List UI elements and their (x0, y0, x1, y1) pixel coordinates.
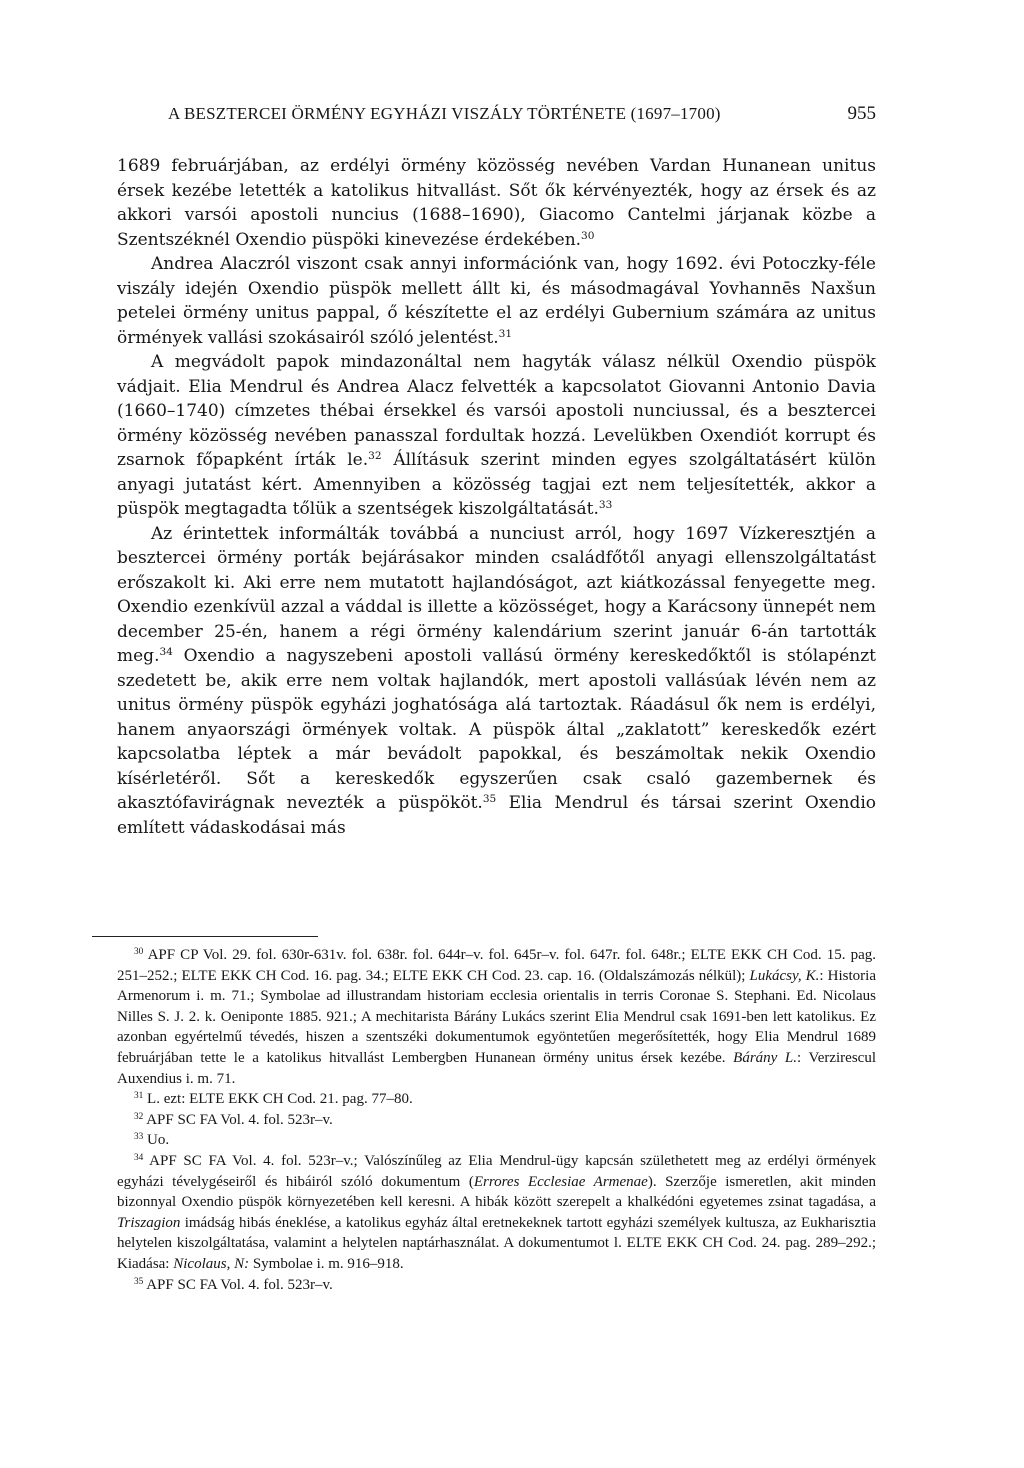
footnote-number: 32 (134, 1111, 144, 1122)
footnote-number: 35 (134, 1276, 144, 1287)
author-name: Lukácsy, K. (749, 967, 820, 984)
footnote-text: Uo. (143, 1132, 170, 1149)
footnote-ref-32[interactable]: 32 (368, 450, 382, 463)
footnote-33 (117, 1130, 876, 1151)
footnote-number: 34 (134, 1152, 144, 1163)
author-name: Nicolaus, N: (173, 1255, 250, 1272)
footnote-text: imádság hibás éneklése, a katolikus egyház által eretnekeknek tartott egyházi személyek kultusza, az Eukharisztia helytelen kiszolgáltatása, valamint a helytelen naptárhasználat. A dokumentumot l. ELTE EKK CH Cod. 24. pag. 289–292.; Kiadása: (117, 1214, 876, 1272)
paragraph-2 (117, 252, 876, 350)
footnote-text: APF SC FA Vol. 4. fol. 523r–v. (143, 1276, 333, 1293)
author-name: Bárány L. (733, 1049, 798, 1066)
footnote-32 (117, 1110, 876, 1131)
running-title: A BESZTERCEI ÖRMÉNY EGYHÁZI VISZÁLY TÖRTÉNETE (1697–1700) (168, 104, 721, 123)
paragraph-2-text: Andrea Alaczról viszont csak annyi információnk van, hogy 1692. évi Potoczky-féle viszály idején Oxendio püspök mellett állt ki, és másodmagával Yovhannēs Naxšun petelei örmény unitus pappal, ő készítette el az erdélyi Gubernium számára az unitus örmények vallási szokásairól szóló jelentést. (117, 254, 876, 348)
paragraph-3-text-b: Állításuk szerint minden egyes szolgáltatásért külön anyagi jutatást kért. Amennyiben a közösség tagjai ezt nem teljesítették, akkor a püspök megtagadta tőlük a szentségek kiszolgáltatását. (117, 450, 876, 519)
footnote-number: 31 (134, 1091, 144, 1102)
footnote-text: APF SC FA Vol. 4. fol. 523r–v. (143, 1111, 333, 1128)
main-text (117, 154, 876, 840)
footnote-text: ). Szerzője ismeretlen, akit minden bizonnyal Oxendio püspök környezetében kell keresni. A hibák között szerepelt a khalkédóni egyetemes zsinat tagadása, a (117, 1173, 877, 1211)
paragraph-3-text-a: A megvádolt papok mindazonáltal nem hagyták válasz nélkül Oxendio püspök vádjait. Elia Mendrul és Andrea Alacz felvették a kapcsolatot Giovanni Antonio Davia (1660–1740) címzetes thébai érsekkel és varsói apostoli nunciussal, és a besztercei örmény közösség nevében panasszal fordultak hozzá. Levelükben Oxendiót korrupt és zsarnok főpapként írták le. (117, 352, 876, 470)
paragraph-4-text-c: Elia Mendrul és társai szerint Oxendio említett vádaskodásai más (117, 793, 877, 838)
footnote-separator (92, 936, 318, 937)
footnote-ref-34[interactable]: 34 (159, 646, 173, 659)
paragraph-3 (117, 350, 876, 522)
footnote-35 (117, 1275, 876, 1296)
footnote-ref-30[interactable]: 30 (581, 229, 595, 242)
page-number: 955 (847, 103, 876, 124)
footnote-31 (117, 1089, 876, 1110)
footnote-text: APF CP Vol. 29. fol. 630r-631v. fol. 638r. fol. 644r–v. fol. 645r–v. fol. 647r. fol. 648r.; ELTE EKK CH Cod. 15. pag. 251–252.; ELTE EKK CH Cod. 16. pag. 34.; ELTE EKK CH Cod. 23. cap. 16. (Oldalszámozás nélkül); (117, 947, 876, 984)
prayer-name: Triszagion (117, 1214, 181, 1231)
paragraph-4-text-b: Oxendio a nagyszebeni apostoli vallású örmény kereskedőktől is stólapénzt szedetett be, akik erre nem voltak hajlandók, mert apostoli vallásúak lévén nem az unitus örmény püspök egyházi joghatósága alá tartoztak. Ráadásul ők nem is erdélyi, hanem anyaországi örmények voltak. A püspök által „zaklatott” kereskedők ezért kapcsolatba léptek a már bevádolt papokkal, és beszámoltak nekik Oxendio kísérletéről. Sőt a kereskedők egyszerűen csak csaló gazembernek és akasztófavirágnak nevezték a püspököt. (117, 646, 876, 813)
footnote-ref-33[interactable]: 33 (598, 499, 613, 512)
footnote-30 (117, 945, 876, 1089)
document-title: Errores Ecclesiae Armenae (473, 1173, 648, 1190)
footnote-text: : Historia Armenorum i. m. 71.; Symbolae ad illustrandam historiam ecclesia orientalis in terris Coronae S. Stephani. Ed. Nicolaus Nilles S. J. 2. k. Oeniponte 1885. 921.; A mechitarista Bárány Lukács szerint Elia Mendrul csak 1691-ben lett katolikus. Ez azonban egyértelmű tévedés, hiszen a szentszéki dokumentumok egyöntetűen megerősítették, hogy Elia Mendrul 1689 februárjában tette le a katolikus hitvallást Lembergben Hunanean örmény unitus érsek kezébe. (117, 967, 876, 1066)
running-header (168, 97, 876, 131)
footnotes (117, 945, 876, 1295)
footnote-ref-31[interactable]: 31 (498, 327, 513, 340)
footnote-text: APF SC FA Vol. 4. fol. 523r–v.; Valószínűleg az Elia Mendrul-ügy kapcsán születhetett meg az erdélyi örmények egyházi tévelygéseiről és hibáiról szóló dokumentum ( (117, 1152, 876, 1190)
footnote-text: L. ezt: ELTE EKK CH Cod. 21. pag. 77–80. (143, 1091, 413, 1108)
footnote-text: : Verzirescul Auxendius i. m. 71. (117, 1049, 876, 1087)
footnote-number: 33 (134, 1132, 144, 1143)
paragraph-4-text-a: Az érintettek informálták továbbá a nunciust arról, hogy 1697 Vízkeresztjén a besztercei örmény porták bejárásakor minden családfőtől anyagi ellenszolgáltatást erőszakolt ki. Aki erre nem mutatott hajlandóságot, azt kiátkozással fenyegette meg. Oxendio ezenkívül azzal a váddal is illette a közösséget, hogy a Karácsony ünnepét nem december 25-én, hanem a régi örmény kalendárium szerint január 6-án tartották meg. (117, 523, 876, 666)
footnote-34 (117, 1151, 876, 1275)
footnote-number: 30 (134, 946, 144, 957)
paragraph-1-text: 1689 februárjában, az erdélyi örmény közösség nevében Vardan Hunanean unitus érsek kezébe letették a katolikus hitvallást. Sőt ők kérvényezték, hogy az érsek és az akkori varsói apostoli nuncius (1688–1690), Giacomo Cantelmi járjanak közbe a Szentszéknél Oxendio püspöki kinevezése érdekében. (117, 156, 876, 250)
footnote-text: Symbolae i. m. 916–918. (249, 1255, 404, 1272)
paragraph-1 (117, 154, 876, 252)
paragraph-4 (117, 522, 876, 841)
footnote-ref-35[interactable]: 35 (482, 793, 497, 806)
